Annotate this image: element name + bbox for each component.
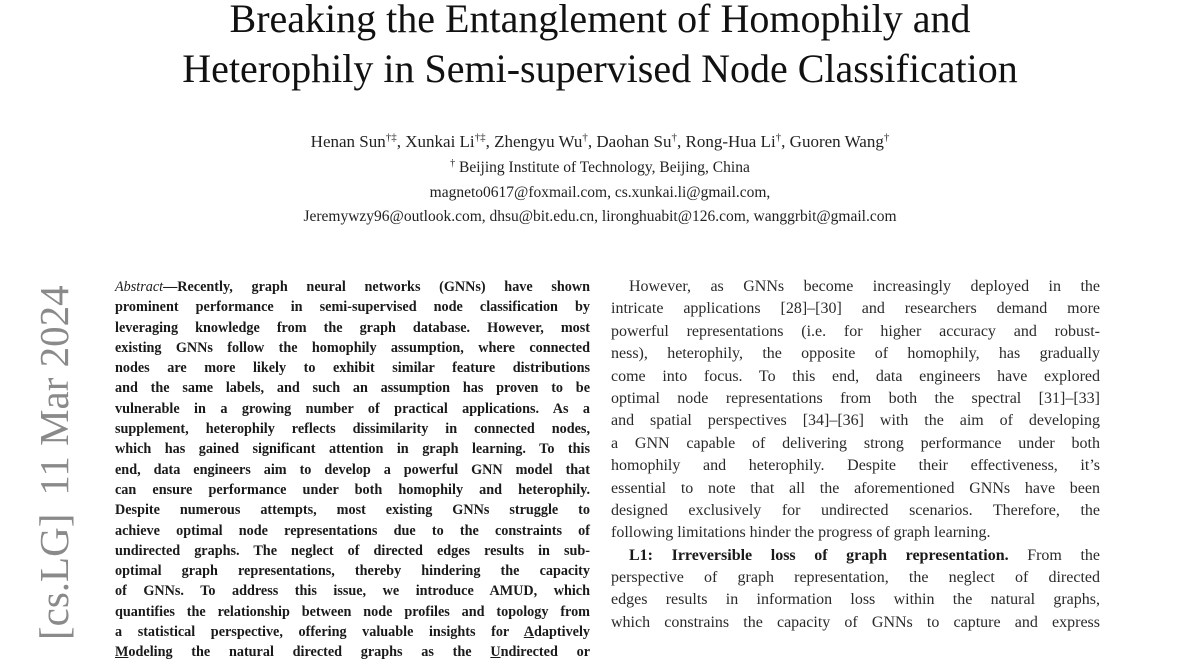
author-affiliation-mark: †: [582, 131, 588, 144]
abstract-text: daptively: [534, 624, 590, 641]
abstract-label: Abstract: [115, 279, 164, 295]
author-list: Henan Sun†‡, Xunkai Li†‡, Zhengyu Wu†, Daohan Su†, Rong-Hua Li†, Guoren Wang†: [310, 131, 890, 151]
abstract-line: prominent performance in semi-supervised node classification by: [115, 299, 590, 316]
body-line: homophily and heterophily. Despite their effectiveness, it’s: [611, 457, 1100, 475]
abstract-line: nodes are more likely to exhibit similar feature distributions: [115, 360, 590, 377]
arxiv-date: 11 Mar 2024: [31, 285, 77, 496]
body-line: which constrains the capacity of GNNs to capture and express: [611, 613, 1100, 631]
body-line: optimal node representations from both the spectral [31]–[33]: [611, 389, 1100, 407]
affiliation: [0, 158, 1200, 178]
abstract-line: vulnerable in a growing number of practical applications. As a: [115, 400, 590, 417]
abstract-line: can ensure performance under both homophily and heterophily.: [115, 481, 590, 498]
body-line: and spatial perspectives [34]–[36] with the aim of developing: [611, 412, 1100, 430]
body-line: intricate applications [28]–[30] and researchers demand more: [611, 300, 1100, 318]
author-affiliation-mark: †: [775, 131, 782, 144]
body-line: perspective of graph representation, the neglect of directed: [611, 569, 1100, 587]
body-line: a GNN capable of delivering strong performance under both: [611, 434, 1100, 452]
author-name: Henan Sun: [310, 132, 386, 151]
abstract-line: and the same labels, and such an assumption has proven to be: [115, 380, 590, 397]
abstract-line: undirected graphs. The neglect of directed edges results in sub-: [115, 542, 590, 559]
title-line-2: Heterophily in Semi-supervised Node Classification: [182, 46, 1018, 91]
author-affiliation-mark: †: [671, 131, 677, 144]
abstract: [115, 277, 590, 663]
arxiv-stamp: [31, 267, 77, 640]
author-affiliation-mark: †‡: [474, 131, 486, 144]
affiliation-mark: †: [450, 157, 456, 169]
body-text: From the: [1008, 546, 1101, 564]
abstract-text: a statistical perspective, offering valuable insights for: [115, 624, 524, 641]
author-emails-line-1: magneto0617@foxmail.com, cs.xunkai.li@gmail.com,: [429, 184, 771, 201]
abstract-line: supplement, heterophily reflects dissimilarity in connected nodes,: [115, 421, 590, 438]
abstract-line: optimal graph representations, thereby hindering the capacity: [115, 563, 590, 580]
paper-title: [0, 0, 1200, 91]
author-name: Rong-Hua Li: [685, 132, 776, 151]
body-line: designed exclusively for undirected scenarios. Therefore, the: [611, 501, 1100, 519]
abstract-line: quantifies the relationship between node profiles and topology from: [115, 603, 590, 620]
abstract-line: which has gained significant attention in graph learning. To this: [115, 441, 590, 458]
abstract-line: achieve optimal node representations due to the constraints of: [115, 522, 590, 539]
abstract-line: leveraging knowledge from the graph database. However, most: [115, 319, 590, 336]
abstract-text: —Recently, graph neural networks (GNNs) have shown: [163, 279, 590, 295]
abstract-line: [115, 622, 590, 642]
author-name: Guoren Wang: [789, 132, 884, 151]
author-name: Xunkai Li: [405, 132, 475, 151]
abstract-line: existing GNNs follow the homophily assumption, where connected: [115, 339, 590, 356]
underlined-letter: U: [490, 644, 501, 661]
author-name: Zhengyu Wu: [494, 132, 583, 151]
body-line: However, as GNNs become increasingly deployed in the: [629, 278, 1100, 295]
abstract-text: ndirected or: [500, 644, 590, 661]
author-name: Daohan Su: [596, 132, 672, 151]
body-line: come into focus. To this end, data engineers have explored: [611, 367, 1100, 385]
abstract-line: [115, 277, 590, 297]
author-affiliation-mark: †: [883, 131, 890, 144]
author-emails-line-2: Jeremywzy96@outlook.com, dhsu@bit.edu.cn, lironghuabit@126.com, wanggrbit@gmail.com: [303, 208, 897, 225]
author-affiliation-mark: †‡: [385, 131, 397, 144]
body-line: ness), heterophily, the opposite of homophily, has gradually: [611, 345, 1100, 363]
underlined-letter: M: [115, 644, 129, 661]
body-line: following limitations hinder the progress of graph learning.: [611, 524, 991, 542]
introduction-body: [611, 276, 1100, 634]
limitation-l1-heading: L1: Irreversible loss of graph representation.: [629, 546, 1009, 564]
abstract-text: odeling the natural directed graphs as the: [128, 644, 491, 661]
body-line: edges results in information loss within the natural graphs,: [611, 591, 1100, 609]
abstract-line: [115, 642, 590, 662]
affiliation-text: Beijing Institute of Technology, Beijing, China: [459, 159, 750, 176]
limitation-l1-line: [611, 545, 1100, 567]
body-line: powerful representations (i.e. for higher accuracy and robust-: [611, 322, 1100, 340]
abstract-line: of GNNs. To address this issue, we introduce AMUD, which: [115, 583, 590, 600]
abstract-line: end, data engineers aim to develop a powerful GNN model that: [115, 461, 590, 478]
body-line: essential to note that all the aforementioned GNNs have been: [611, 479, 1100, 497]
underlined-letter: A: [523, 624, 535, 641]
title-line-1: Breaking the Entanglement of Homophily and: [229, 0, 971, 41]
abstract-line: Despite numerous attempts, most existing GNNs struggle to: [115, 502, 590, 519]
arxiv-category: [cs.LG]: [31, 513, 77, 640]
